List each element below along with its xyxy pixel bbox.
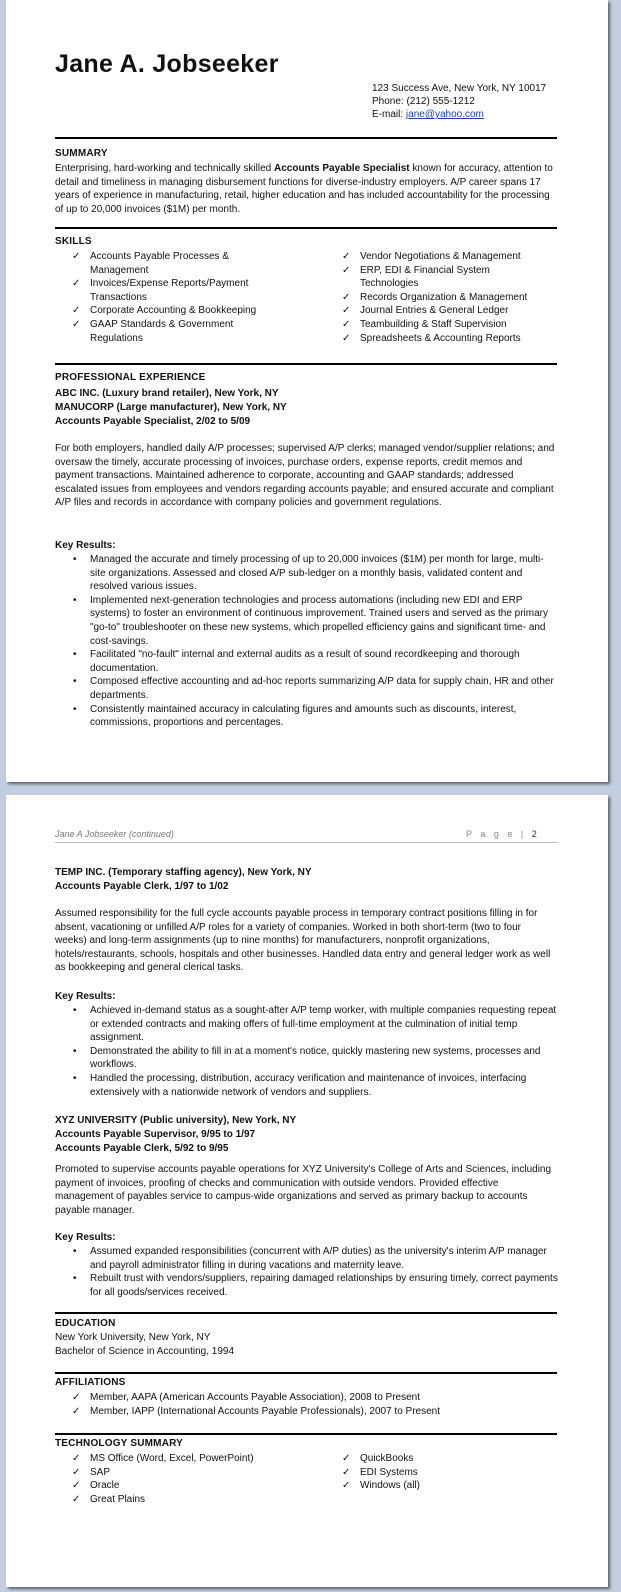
- list-item: • Composed effective accounting and ad-hoc reports summarizing A/P data for supply chain, HR and other departments.: [73, 676, 554, 701]
- list-item: • Achieved in-demand status as a sought-after A/P temp worker, with multiple companies requesting repeat or extended contracts and making offers of full-time employment at the culmination of initial temp assignment.: [73, 1005, 557, 1044]
- bullet-icon: •: [73, 1246, 77, 1257]
- section-divider: [55, 1372, 557, 1374]
- bullet-icon: •: [73, 1273, 77, 1285]
- section-divider: [55, 227, 557, 229]
- summary-bold: Accounts Payable Specialist: [274, 163, 410, 174]
- list-item: • Implemented next-generation technologies and process automations (including new EDI and ERP systems) to foster an environment of continuous improvement. Trained users and served as the primary "go-to" troubleshooter on these new systems, which propelled efficiency gains and significant time- and cost-savings.: [73, 594, 548, 647]
- list-item: ✓ Journal Entries & General Ledger: [342, 305, 509, 317]
- experience-heading: PROFESSIONAL EXPERIENCE: [55, 372, 206, 383]
- key-results-list: [73, 1004, 559, 1099]
- list-item: ✓ SAP: [72, 1466, 111, 1478]
- section-divider: [55, 137, 557, 139]
- check-icon: ✓: [342, 264, 351, 276]
- email-line: [372, 108, 546, 121]
- list-item: • Consistently maintained accuracy in calculating figures and amounts such as discounts, interest, commissions, proportions and percentages.: [73, 703, 517, 729]
- key-results-label: Key Results:: [55, 1232, 116, 1243]
- header-divider: [55, 842, 557, 843]
- check-icon: ✓: [72, 1392, 81, 1403]
- key-results-label: Key Results:: [55, 991, 116, 1002]
- bullet-icon: •: [73, 1045, 77, 1057]
- check-icon: ✓: [342, 1453, 351, 1464]
- candidate-name: Jane A. Jobseeker: [55, 50, 279, 78]
- employer-manucorp: MANUCORP (Large manufacturer), New York, NY: [55, 402, 287, 413]
- summary-heading: SUMMARY: [55, 148, 108, 159]
- list-item: ✓ Invoices/Expense Reports/Payment Transactions: [72, 278, 249, 303]
- list-item: • Rebuilt trust with vendors/suppliers, repairing damaged relationships by ensuring timely, correct payments for all goods/services received.: [73, 1273, 558, 1298]
- check-icon: ✓: [72, 278, 81, 290]
- job-description: Assumed responsibility for the full cycle accounts payable process in temporary contract positions filling in for absent, vacationing or unfilled A/P roles for a variety of companies. Worked in both short-term (two to four weeks) and long-term assignments (up to nine months) for manufacturers, nonprofit organizations, hotels/restaurants, schools, hospitals and other businesses. Handled data entry and general ledger work as well as bookkeeping and general clerical tasks.: [55, 908, 551, 973]
- employer-temp: TEMP INC. (Temporary staffing agency), New York, NY: [55, 867, 312, 878]
- check-icon: ✓: [342, 1480, 351, 1492]
- job-title: Accounts Payable Clerk, 1/97 to 1/02: [55, 881, 229, 892]
- key-results-label: Key Results:: [55, 540, 116, 551]
- list-item: ✓ Windows (all): [342, 1480, 421, 1492]
- check-icon: ✓: [342, 318, 351, 330]
- resume-page-2: [6, 795, 608, 1587]
- section-divider: [55, 1433, 557, 1435]
- education-school: New York University, New York, NY: [55, 1332, 211, 1343]
- list-item: ✓ Spreadsheets & Accounting Reports: [342, 332, 521, 344]
- check-icon: ✓: [72, 1405, 81, 1417]
- check-icon: ✓: [72, 1480, 81, 1492]
- job-title: Accounts Payable Supervisor, 9/95 to 1/97: [55, 1129, 256, 1140]
- list-item: ✓ GAAP Standards & Government Regulations: [72, 318, 234, 344]
- address: 123 Success Ave, New York, NY 10017: [372, 83, 547, 94]
- list-item: ✓ Member, AAPA (American Accounts Payable Association), 2008 to Present: [72, 1392, 420, 1403]
- bullet-icon: •: [73, 1072, 77, 1084]
- summary-text: [55, 162, 555, 216]
- page-number: [466, 829, 537, 839]
- list-item: ✓ QuickBooks: [342, 1453, 414, 1464]
- list-item: ✓ Great Plains: [72, 1493, 146, 1505]
- bullet-icon: •: [73, 649, 77, 661]
- education-heading: EDUCATION: [55, 1318, 116, 1329]
- list-item: ✓ Vendor Negotiations & Management: [342, 251, 521, 262]
- check-icon: ✓: [72, 1453, 81, 1464]
- check-icon: ✓: [342, 251, 351, 262]
- bullet-icon: •: [73, 594, 77, 606]
- check-icon: ✓: [342, 305, 351, 317]
- job-title: Accounts Payable Clerk, 5/92 to 9/95: [55, 1143, 229, 1154]
- affiliations-list: [72, 1391, 552, 1418]
- technology-list-right: [342, 1452, 542, 1493]
- list-item: ✓ ERP, EDI & Financial System Technologies: [342, 264, 490, 290]
- key-results-list: [73, 553, 559, 730]
- list-item: • Handled the processing, distribution, accuracy verification and maintenance of invoices, interfacing extensively with a nationwide network of vendors and suppliers.: [73, 1072, 527, 1098]
- list-item: • Managed the accurate and timely processing of up to 20,000 invoices ($1M) per month for large, multi-site organizations. Assessed and closed A/P sub-ledger on a monthly basis, validated content and resolved various issues.: [73, 554, 544, 593]
- bullet-icon: •: [73, 703, 77, 715]
- summary-post: known for accuracy, attention to detail and timeliness in managing disbursement functions for diverse-industry employers. A/P career spans 17 years of experience in manufacturing, retail, higher education and has included accountability for the processing of up to 20,000 invoices ($1M) per month.: [55, 163, 553, 215]
- employer-abc: ABC INC. (Luxury brand retailer), New York, NY: [55, 388, 279, 399]
- list-item: • Demonstrated the ability to fill in at a moment's notice, quickly mastering new systems, processes and workflows.: [73, 1045, 541, 1071]
- check-icon: ✓: [342, 332, 351, 344]
- key-results-list: [73, 1245, 559, 1299]
- email-label: E-mail:: [372, 109, 406, 120]
- check-icon: ✓: [342, 1466, 351, 1478]
- skills-list-left: [72, 250, 272, 345]
- check-icon: ✓: [72, 1466, 81, 1478]
- technology-list-left: [72, 1452, 312, 1506]
- job-description: For both employers, handled daily A/P processes; supervised A/P clerks; managed vendor/supplier relations; and oversaw the timely, accurate processing of invoices, purchase orders, expense reports, credit memos and payment transactions. Maintained adherence to corporate, accounting and GAAP standards; addressed escalated issues from employees and vendors regarding accounts payable; and ensured accurate and compliant A/P files and records in accordance with company policies and government regulations.: [55, 443, 555, 508]
- bullet-icon: •: [73, 554, 77, 565]
- check-icon: ✓: [72, 251, 81, 262]
- page-label: P a g e |: [466, 829, 527, 839]
- list-item: ✓ Accounts Payable Processes & Management: [72, 251, 229, 276]
- skills-list-right: [342, 250, 547, 345]
- list-item: ✓ Oracle: [72, 1480, 120, 1492]
- page-num: 2: [531, 829, 537, 839]
- list-item: • Facilitated "no-fault" internal and external audits as a result of sound recordkeeping and thorough documentation.: [73, 649, 520, 674]
- job-description: Promoted to supervise accounts payable operations for XYZ University's College of Arts and Sciences, including payment of invoices, proofing of checks and communication with outside vendors. Provided effective management of payables service to campus-wide organizations and served as primary backup to accounts payable manager.: [55, 1164, 552, 1216]
- check-icon: ✓: [342, 291, 351, 303]
- bullet-icon: •: [73, 1005, 77, 1016]
- check-icon: ✓: [72, 1493, 81, 1505]
- bullet-icon: •: [73, 676, 77, 688]
- list-item: ✓ MS Office (Word, Excel, PowerPoint): [72, 1453, 254, 1464]
- phone: Phone: (212) 555-1212: [372, 96, 475, 107]
- list-item: ✓ Teambuilding & Staff Supervision: [342, 318, 507, 330]
- employer-xyz: XYZ UNIVERSITY (Public university), New York, NY: [55, 1115, 297, 1126]
- check-icon: ✓: [72, 305, 81, 317]
- education-degree: Bachelor of Science in Accounting, 1994: [55, 1346, 235, 1357]
- skills-heading: SKILLS: [55, 236, 92, 247]
- affiliations-heading: AFFILIATIONS: [55, 1377, 126, 1388]
- running-header: Jane A Jobseeker (continued): [55, 829, 174, 839]
- list-item: • Assumed expanded responsibilities (concurrent with A/P duties) as the university's interim A/P manager and payroll administrator filling in during vacations and maternity leave.: [73, 1246, 547, 1271]
- resume-page-1: [6, 0, 608, 782]
- section-divider: [55, 1312, 557, 1314]
- list-item: ✓ Records Organization & Management: [342, 291, 528, 303]
- section-divider: [55, 363, 557, 365]
- check-icon: ✓: [72, 318, 81, 330]
- contact-block: [372, 82, 546, 121]
- email-link[interactable]: jane@yahoo.com: [405, 109, 484, 120]
- list-item: ✓ Member, IAPP (International Accounts Payable Professionals), 2007 to Present: [72, 1405, 441, 1417]
- job-title: Accounts Payable Specialist, 2/02 to 5/09: [55, 416, 251, 427]
- list-item: ✓ EDI Systems: [342, 1466, 418, 1478]
- technology-heading: TECHNOLOGY SUMMARY: [55, 1438, 184, 1449]
- summary-pre: Enterprising, hard-working and technically skilled: [55, 163, 274, 174]
- list-item: ✓ Corporate Accounting & Bookkeeping: [72, 305, 257, 317]
